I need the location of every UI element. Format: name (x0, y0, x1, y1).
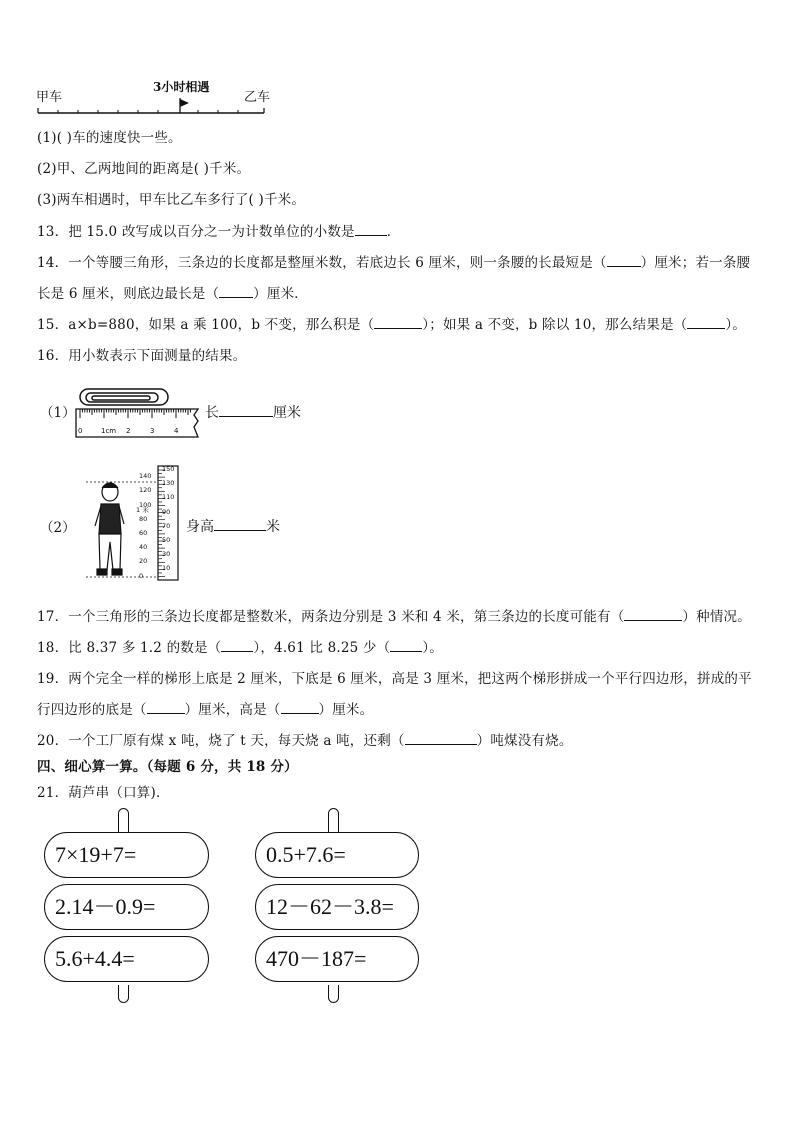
q19-text-a: 行四边形的底是（ (37, 702, 147, 718)
gourd-left-item-3[interactable]: 5.6+4.4= (44, 936, 209, 982)
height-tick-label: 90 (162, 507, 171, 516)
child-icon (95, 483, 124, 575)
q15-answer-blank-1[interactable] (374, 316, 422, 329)
q16-sub2-blank[interactable] (214, 518, 266, 531)
q20 (37, 729, 573, 749)
q20-answer-blank[interactable] (405, 732, 477, 745)
meet-label: 3小时相遇 (153, 80, 210, 94)
ruler-tick-0: 0 (78, 427, 83, 435)
gourd-left-item-2[interactable]: 2.14－0.9= (44, 884, 209, 930)
height-tick-label: 10 (162, 564, 171, 573)
ruler-tick-1: 1cm (101, 427, 117, 435)
q16-sub1-blank[interactable] (219, 404, 273, 417)
q16-sub2-prefix: 身高 (186, 519, 214, 535)
q19-text-c: ）厘米。 (318, 702, 374, 718)
q14-text-a: 14．一个等腰三角形，三条边的长度都是整厘米数，若底边长 6 厘米，则一条腰的长最短是（ (37, 255, 607, 271)
q18-text-c: ）。 (422, 640, 443, 656)
q14-text-d: ）厘米． (253, 286, 308, 302)
q14-answer-blank-1[interactable] (607, 254, 641, 267)
height-tick-label: 20 (139, 557, 148, 566)
q12-part2: (2)甲、乙两地间的距离是( )千米。 (37, 161, 251, 177)
q15-text-c: ）。 (725, 317, 747, 333)
height-tick-label: 140 (139, 472, 152, 481)
q16-title: 16．用小数表示下面测量的结果。 (37, 348, 247, 364)
height-tick-label: 100 (139, 500, 152, 509)
q16-sub2-answer (186, 516, 280, 536)
q18-text-b: ），4.61 比 8.25 少（ (253, 640, 391, 656)
q14-text-c: 长是 6 厘米，则底边最长是（ (37, 286, 220, 302)
q16-sub2-label: （2） (40, 520, 76, 536)
q19-answer-blank-1[interactable] (147, 701, 185, 714)
q20-text-b: ）吨煤没有烧。 (476, 733, 573, 749)
q21-title: 21．葫芦串（口算)． (37, 785, 170, 801)
distance-line (36, 98, 276, 118)
height-tick-label: 70 (162, 521, 171, 530)
gourd-right-item-2[interactable]: 12－62－3.8= (255, 884, 419, 930)
q14-answer-blank-2[interactable] (219, 285, 253, 298)
height-one-meter-mark: 1 米 (136, 506, 149, 514)
q13-answer-blank[interactable] (355, 223, 387, 236)
q16-sub1-answer (205, 402, 301, 422)
q13-end: ． (386, 224, 401, 240)
gourd-right-stick-bottom (328, 985, 339, 1003)
height-scale-labels (136, 465, 180, 581)
height-tick-label: 80 (139, 514, 148, 523)
q17-text-a: 17．一个三角形的三条边长度都是整数米，两条边分别是 3 米和 4 米，第三条边的长度可能有（ (37, 609, 625, 625)
flag-icon (180, 99, 189, 107)
gourd-left-item-1[interactable]: 7×19+7= (44, 832, 209, 878)
ruler-tick-2: 2 (126, 427, 131, 435)
q19-line2 (37, 698, 373, 718)
q18-text-a: 18．比 8.37 多 1.2 的数是（ (37, 640, 222, 656)
gourd-left-stick-bottom (118, 985, 129, 1003)
q15-text-a: 15．a×b=880，如果 a 乘 100，b 不变，那么积是（ (37, 317, 375, 333)
right-car-label: 乙车 (244, 90, 271, 105)
q16-sub1-label: （1） (40, 405, 76, 421)
q13 (37, 220, 400, 240)
gourd-right-item-1[interactable]: 0.5+7.6= (255, 832, 419, 878)
height-tick-label: 110 (162, 493, 175, 502)
section4-title: 四、细心算一算。（每题 6 分，共 18 分） (37, 759, 298, 775)
ruler-tick-4: 4 (174, 427, 179, 435)
q15-text-b: ）；如果 a 不变，b 除以 10，那么结果是（ (422, 317, 688, 333)
q16-sub1-unit: 厘米 (273, 405, 301, 421)
ruler-tick-3: 3 (150, 427, 155, 435)
q18 (37, 636, 443, 656)
meeting-diagram (36, 76, 276, 126)
q18-answer-blank-1[interactable] (221, 639, 253, 652)
q15-answer-blank-2[interactable] (687, 316, 725, 329)
q14-line1 (37, 251, 750, 271)
gourd-right-item-3[interactable]: 470－187= (255, 936, 419, 982)
q14-line2 (37, 282, 308, 302)
gourd-right-stick-top (328, 808, 339, 832)
height-tick-label: 120 (139, 486, 152, 495)
q19-answer-blank-2[interactable] (281, 701, 319, 714)
height-tick-label: 60 (139, 528, 148, 537)
height-tick-label: 40 (139, 543, 148, 552)
height-tick-label: 130 (162, 479, 175, 488)
q13-text: 13．把 15.0 改写成以百分之一为计数单位的小数是 (37, 224, 355, 240)
q17-text-b: ）种情况。 (682, 609, 751, 625)
q14-text-b: ）厘米；若一条腰 (640, 255, 751, 271)
left-car-label: 甲车 (36, 90, 63, 105)
q12-part1: (1)( )车的速度快一些。 (37, 130, 182, 146)
height-tick-label: 150 (162, 465, 175, 473)
q12-part3: (3)两车相遇时，甲车比乙车多行了( )千米。 (37, 192, 306, 208)
q17-answer-blank[interactable] (624, 608, 682, 621)
height-tick-label: 0 (139, 571, 144, 580)
height-tick-label: 50 (162, 536, 171, 544)
q16-sub2-unit: 米 (266, 519, 280, 535)
q16-sub1-prefix: 长 (205, 405, 219, 421)
paperclip-icon (80, 389, 168, 405)
gourd-left-stick-top (118, 808, 129, 832)
q17 (37, 605, 751, 625)
q19-text-b: ）厘米，高是（ (184, 702, 281, 718)
q20-text-a: 20．一个工厂原有煤 x 吨，烧了 t 天，每天烧 a 吨，还剩（ (37, 733, 405, 749)
q15 (37, 313, 746, 333)
q18-answer-blank-2[interactable] (390, 639, 422, 652)
q19-line1: 19．两个完全一样的梯形上底是 2 厘米，下底是 6 厘米，高是 3 厘米，把这两个梯形拼成一个平行四边形，拼成的平 (37, 671, 752, 687)
ruler-with-paperclip (74, 385, 204, 443)
height-tick-label: 30 (162, 550, 171, 559)
